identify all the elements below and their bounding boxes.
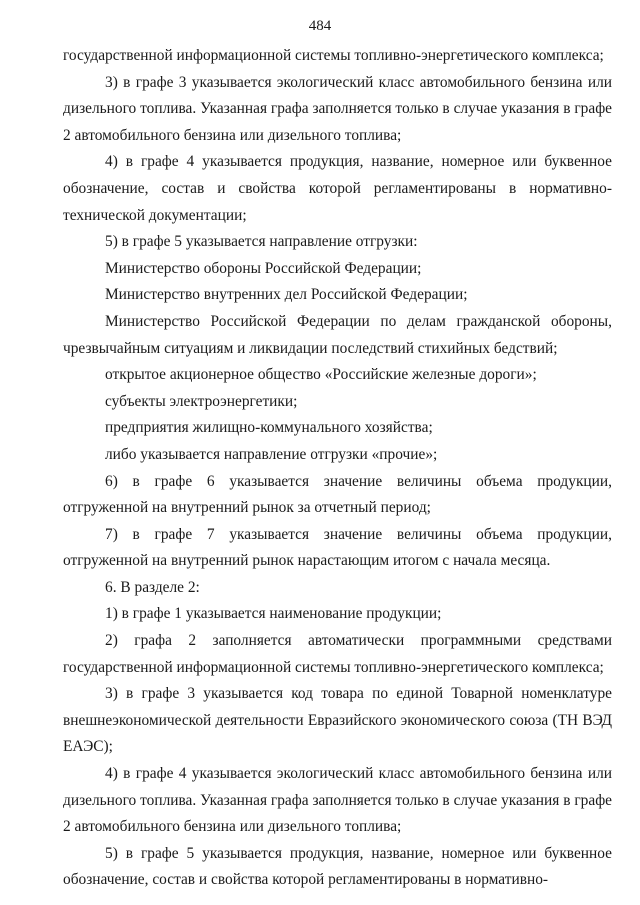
document-body [63,43,612,894]
list-item: Министерство обороны Российской Федерации; [105,259,422,277]
list-item: предприятия жилищно-коммунального хозяйства; [105,419,433,437]
paragraph: 2) графа 2 заполняется автоматически программными средствами государственной информационной системы топливно-энергетического комплекса; [63,632,612,676]
paragraph: 5) в графе 5 указывается продукция, название, номерное или буквенное обозначение, состав и свойства которой регламентированы в нормативно- [63,844,612,889]
paragraph: 3) в графе 3 указывается экологический класс автомобильного бензина или дизельного топлива. Указанная графа заполняется только в случае указания в графе 2 автомобильного бензина или дизельного топлива; [63,73,612,144]
paragraph: 1) в графе 1 указывается наименование продукции; [105,605,442,623]
paragraph: 5) в графе 5 указывается направление отгрузки: [105,233,418,251]
paragraph: 3) в графе 3 указывается код товара по единой Товарной номенклатуре внешнеэкономической деятельности Евразийского экономического союза (ТН ВЭД ЕАЭС); [63,685,612,756]
paragraph: 7) в графе 7 указывается значение величины объема продукции, отгруженной на внутренний рынок нарастающим итогом с начала месяца. [63,525,612,570]
list-item: открытое акционерное общество «Российские железные дороги»; [105,366,537,384]
paragraph: 6) в графе 6 указывается значение величины объема продукции, отгруженной на внутренний рынок за отчетный период; [63,472,612,517]
paragraph-continuation: государственной информационной системы топливно-энергетического комплекса; [63,47,604,64]
section-heading: 6. В разделе 2: [105,578,200,596]
list-item: субъекты электроэнергетики; [105,392,298,410]
list-item: Министерство Российской Федерации по делам гражданской обороны, чрезвычайным ситуациям и ликвидации последствий стихийных бедствий; [63,312,612,357]
page-number: 484 [308,18,332,34]
paragraph: 4) в графе 4 указывается экологический класс автомобильного бензина или дизельного топлива. Указанная графа заполняется только в случае указания в графе 2 автомобильного бензина или дизельного топлива; [63,765,612,836]
list-item: Министерство внутренних дел Российской Федерации; [105,286,468,304]
list-item: либо указывается направление отгрузки «прочие»; [105,445,438,463]
paragraph: 4) в графе 4 указывается продукция, название, номерное или буквенное обозначение, состав и свойства которой регламентированы в нормативно-технической документации; [63,153,612,224]
